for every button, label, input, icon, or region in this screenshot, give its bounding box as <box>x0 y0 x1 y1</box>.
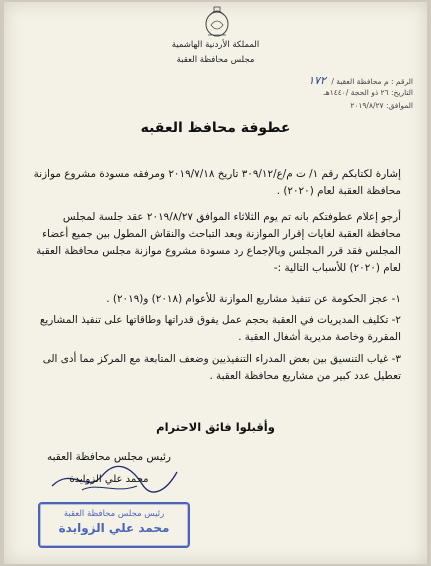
letter-title: عطوفة محافظ العقبه <box>140 120 291 136</box>
reason-3: ٣- غياب التنسيق بين بعض المدراء التنفيذيين وضعف المتابعة مع المركز مما أدى الى تعطيل عدد كبير من مشاريع محافظة العقبة . <box>42 353 401 382</box>
reason-1: ١- عجز الحكومة عن تنفيذ مشاريع الموازنة للأعوام (٢٠١٨) و(٢٠١٩) . <box>106 293 401 305</box>
kingdom-heading: المملكة الأردنية الهاشمية <box>171 40 260 50</box>
signatory-title: رئيس مجلس محافظة العقبه <box>47 451 171 463</box>
closing-line: وأقبلوا فائق الاحترام <box>156 420 275 434</box>
jordan-coat-of-arms-icon <box>200 5 234 39</box>
paragraph-decision: أرجو إعلام عطوفتكم بانه تم يوم الثلاثاء الموافق ٢٠١٩/٨/٢٧ عقد جلسة لمجلس محافظة العقبة لغايات إقرار الموازنة وبعد التباحث والنقاش المطول بين جميع أعضاء المجلس فقد قرر المجلس وبالإجماع رد مسودة مشروع موازنة مجلس محافظة العقبة لعام (٢٠٢٠) للأسباب التالية :- <box>36 211 401 274</box>
signatory-name: محمد علي الزوايدة <box>69 474 149 485</box>
paragraph-reference: إشارة لكتابكم رقم ١/ ت م/ع/٣٠٩/١٢ تاريخ ٢٠١٩/٧/١٨ ومرفقه مسودة مشروع موازنة محافظة العقبة لعام (٢٠٢٠) . <box>33 168 401 197</box>
official-stamp <box>38 502 190 548</box>
reference-number: الرقم : م محافظة العقبة / ١٧٢ <box>308 74 413 87</box>
reason-2: ٢- تكليف المديريات في العقبة بحجم عمل يفوق قدراتها وطاقاتها على تنفيذ المشاريع المقررة وخاصة مديرية أشغال العقبة . <box>39 314 401 343</box>
letter-page <box>4 2 427 564</box>
stamp-name: محمد علي الزوايدة <box>58 521 170 535</box>
stamp-title: رئيس مجلس محافظة العقبة <box>63 509 165 519</box>
handwritten-number: ١٧٢ <box>308 74 326 87</box>
council-heading: مجلس محافظة العقبة <box>176 55 255 65</box>
reference-date: التاريخ: ٢٦ ذو الحجة /١٤٤٠هـ <box>323 88 413 97</box>
reference-gregorian-date: الموافق: ٢٠١٩/٨/٢٧ <box>350 101 413 110</box>
